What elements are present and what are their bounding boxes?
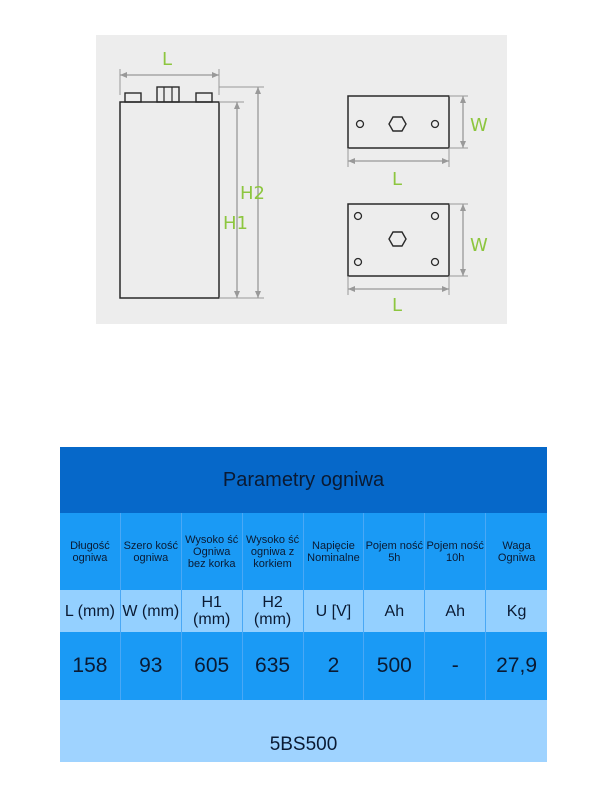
table-title: Parametry ogniwa	[60, 447, 547, 513]
header-width: Szero kość ogniwa	[121, 513, 182, 590]
table-value-row	[60, 632, 547, 700]
header-capacity-5h: Pojem ność 5h	[364, 513, 425, 590]
plug-hex-icon	[389, 232, 406, 246]
header-capacity-10h: Pojem ność 10h	[425, 513, 486, 590]
unit-weight: Kg	[506, 602, 527, 620]
unit-length: L (mm)	[60, 590, 121, 632]
header-height-no-plug: Wysoko ść Ogniwa bez korka	[182, 513, 243, 590]
left-terminal	[125, 93, 141, 102]
value-h2: 635	[243, 632, 304, 700]
unit-capacity-5h: Ah	[364, 590, 425, 632]
parameters-table	[60, 447, 547, 762]
value-weight: 27,9	[496, 654, 537, 677]
value-length: 158	[60, 632, 121, 700]
header-voltage: Napięcie Nominalne	[304, 513, 365, 590]
right-terminal	[196, 93, 212, 102]
value-capacity-10h: -	[425, 632, 486, 700]
unit-h1: H1 (mm)	[182, 590, 243, 632]
cell-front-body	[120, 102, 219, 298]
length-label: L	[162, 49, 173, 70]
table-unit-row	[60, 590, 547, 632]
width-label-top: W	[470, 115, 488, 136]
unit-width: W (mm)	[121, 590, 182, 632]
model-name: 5BS500	[60, 700, 547, 762]
length-label-top: L	[392, 169, 403, 190]
h2-label: H2	[240, 183, 265, 204]
width-label-bottom: W	[470, 235, 488, 256]
unit-h2: H2 (mm)	[243, 590, 304, 632]
value-h1: 605	[182, 632, 243, 700]
unit-voltage: U [V]	[304, 590, 365, 632]
vent-plug	[157, 87, 179, 102]
value-voltage: 2	[304, 632, 365, 700]
header-height-with-plug: Wysoko ść ogniwa z korkiem	[243, 513, 304, 590]
unit-capacity-10h: Ah	[425, 590, 486, 632]
header-length: Długość ogniwa	[60, 513, 121, 590]
dimension-drawing	[96, 35, 507, 324]
value-capacity-5h: 500	[364, 632, 425, 700]
battery-dimension-diagram	[96, 35, 507, 324]
length-label-bottom: L	[392, 295, 403, 316]
header-weight: Waga Ogniwa	[497, 539, 536, 564]
plug-hex-icon	[389, 117, 406, 131]
value-width: 93	[121, 632, 182, 700]
table-header-row	[60, 513, 547, 590]
h1-label: H1	[223, 213, 248, 234]
